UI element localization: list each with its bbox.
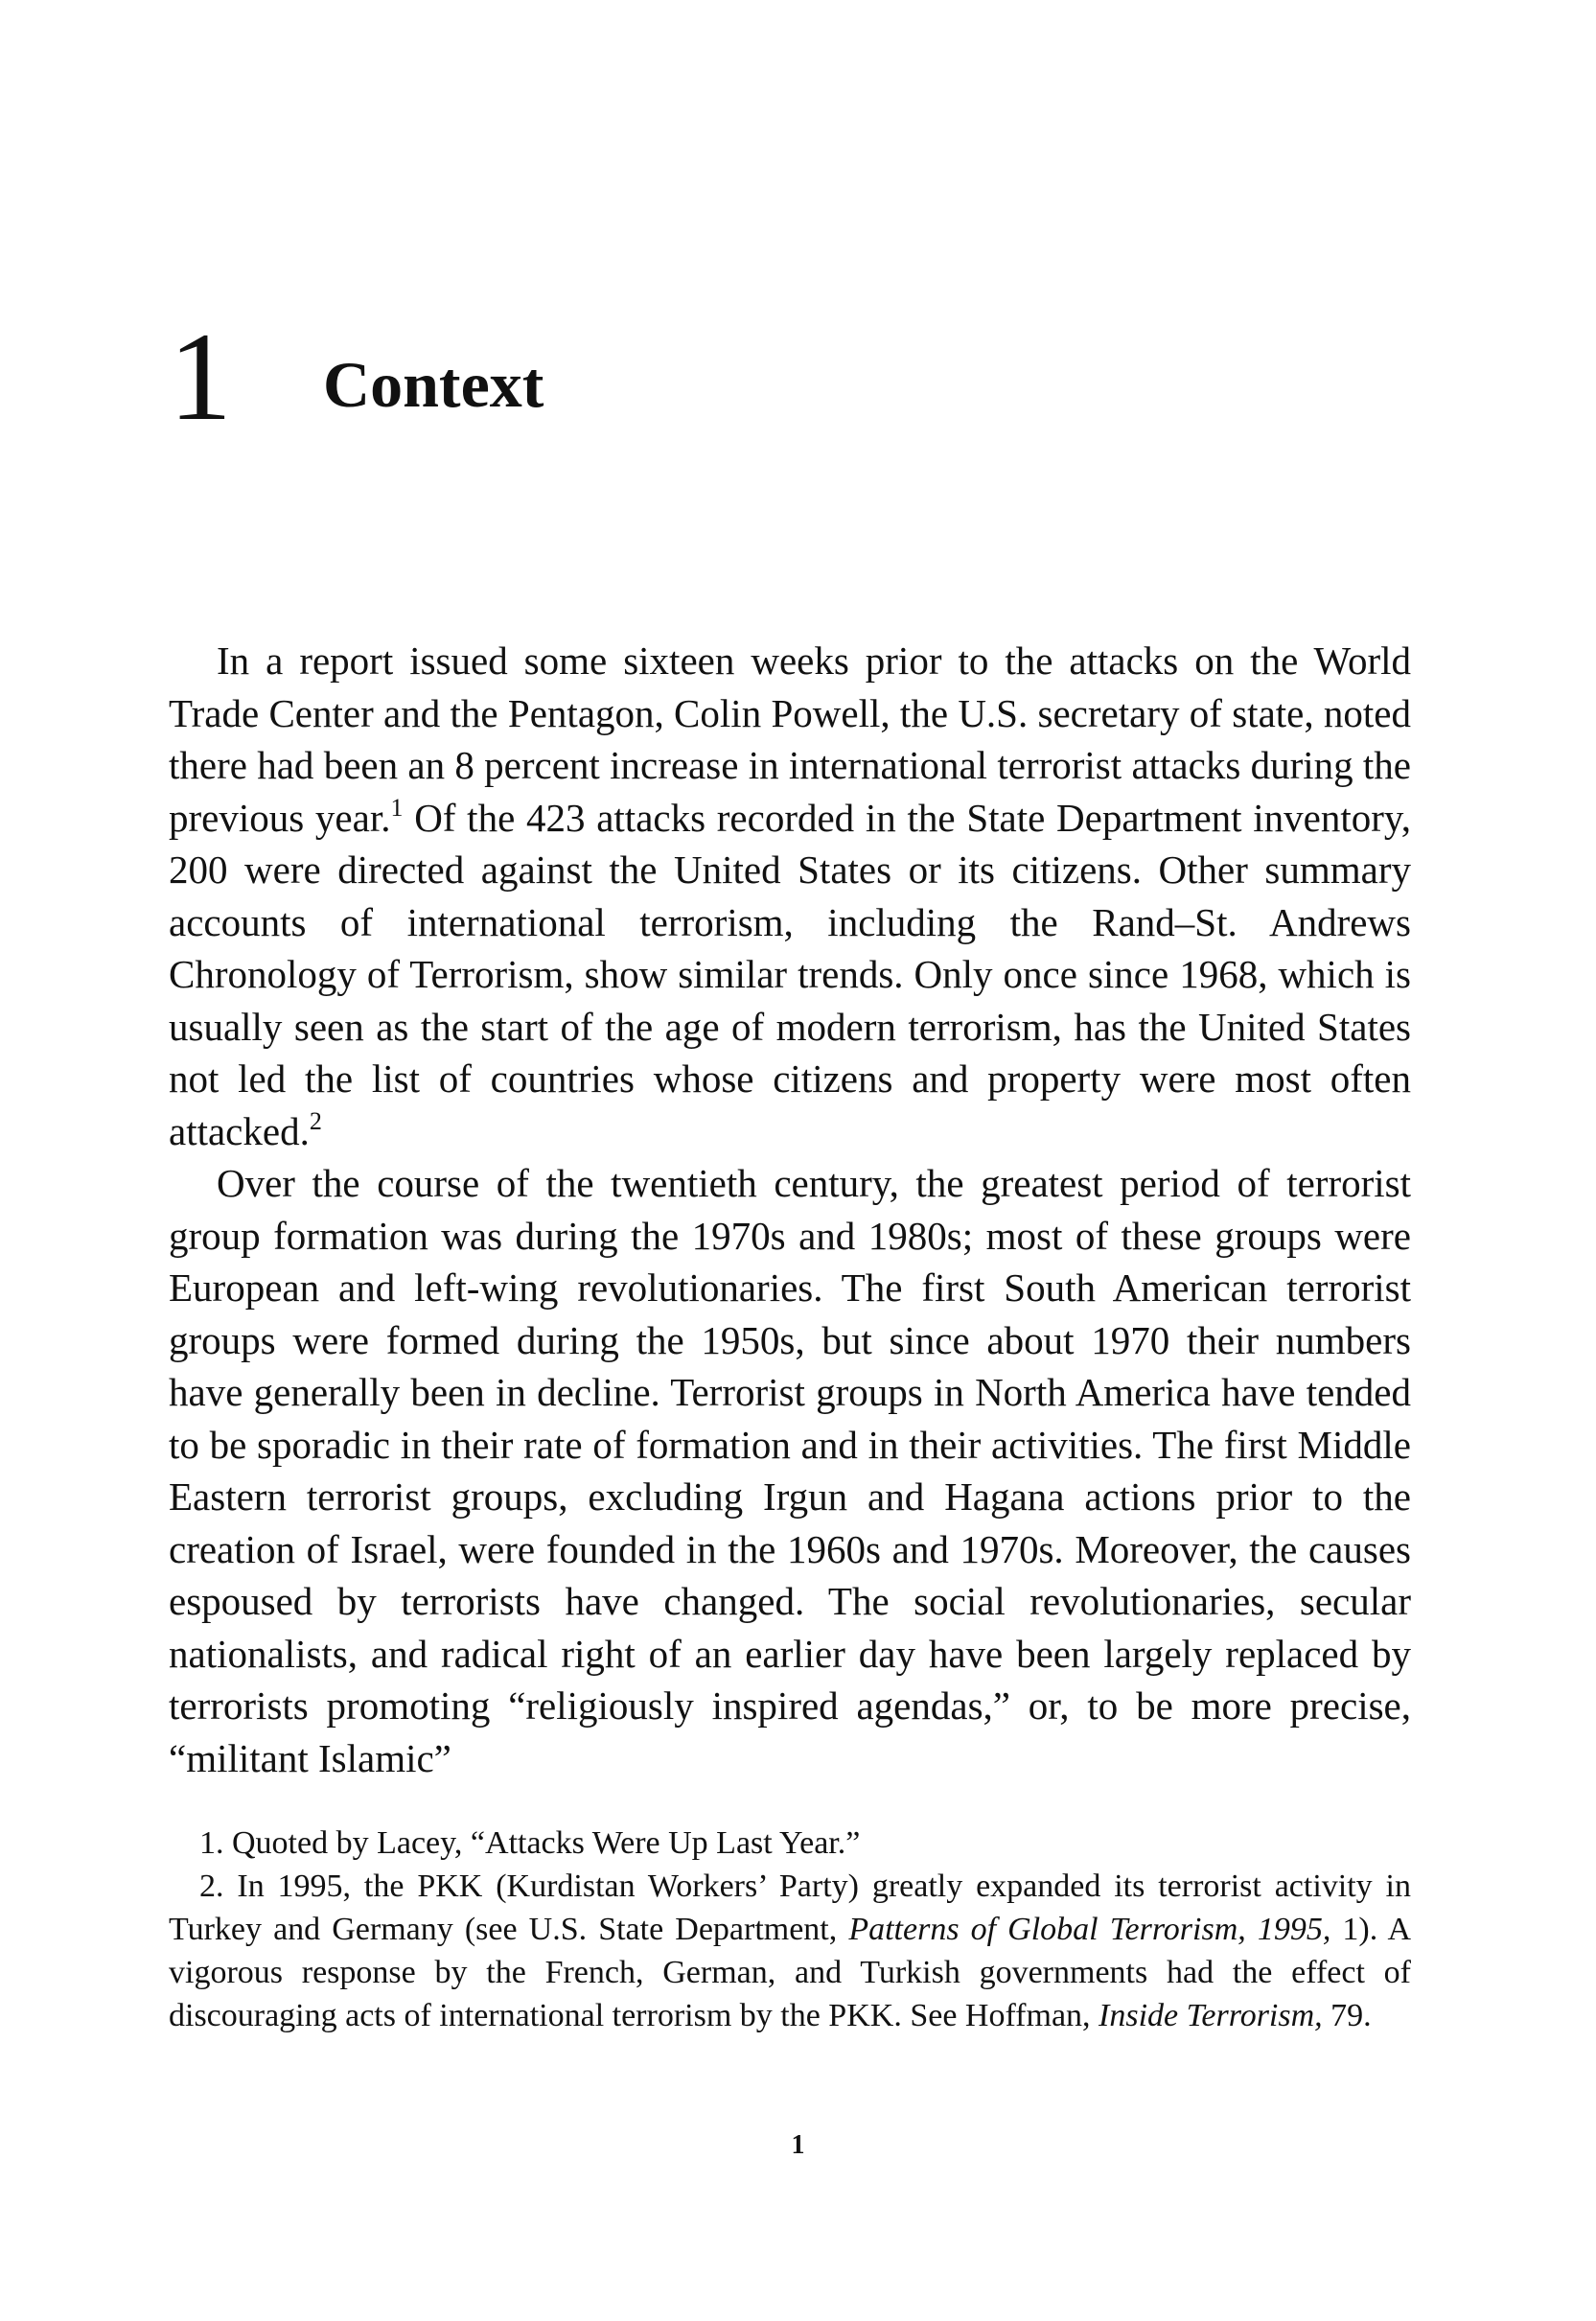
- footnote-2: [169, 1865, 1411, 2037]
- chapter-heading: [169, 305, 1415, 449]
- paragraph-2: Over the course of the twentieth century, the greatest period of terrorist group formation was during the 1970s and 1980s; most of these groups were European and left-wing revolutionaries. The first South American terrorist groups were formed during the 1950s, but since about 1970 their numbers have generally been in decline. Terrorist groups in North America have tended to be sporadic in their rate of formation and in their activities. The first Middle Eastern terrorist groups, excluding Irgun and Hagana actions prior to the creation of Israel, were founded in the 1960s and 1970s. Moreover, the causes espoused by terrorists have changed. The social revolutionaries, secular nationalists, and radical right of an earlier day have been largely replaced by terrorists promoting “religiously inspired agendas,” or, to be more precise, “militant Islamic”: [169, 1161, 1411, 1780]
- paragraph-1-part-a: In a report issued some sixteen weeks prior to the attacks on the World Trade Center and the Pentagon, Colin Powell, the U.S. secretary of state, noted there had been an 8 percent increase in international terrorist attacks during the previous year.: [169, 638, 1411, 840]
- paragraph-1: [169, 635, 1411, 1157]
- footnote-2-part-b: 1). A vigorous response by the French, German, and Turkish governments had the effect of discouraging acts of international terrorism by the PKK. See Hoffman,: [169, 1912, 1412, 2033]
- chapter-number: 1: [169, 306, 232, 447]
- footnote-1: 1. Quoted by Lacey, “Attacks Were Up Last Year.”: [199, 1825, 861, 1861]
- page-number: 1: [791, 2130, 805, 2160]
- footnote-2-citation-title: Patterns of Global Terrorism, 1995,: [848, 1912, 1331, 1947]
- chapter-title: Context: [323, 348, 544, 421]
- footnote-ref-2: 2: [309, 1106, 322, 1135]
- footnotes: [169, 1822, 1411, 2037]
- footnote-2-part-a: 2. In 1995, the PKK (Kurdistan Workers’ Party) greatly expanded its terrorist activity in Turkey and Germany (see U.S. State Department,: [169, 1868, 1411, 1947]
- footnote-ref-1: 1: [390, 793, 404, 822]
- body-text: [169, 635, 1411, 1784]
- footnote-2-book-title: Inside Terrorism,: [1099, 1998, 1323, 2033]
- paragraph-1-part-b: Of the 423 attacks recorded in the State Department inventory, 200 were directed against the United States or its citizens. Other summary accounts of international terrorism, including the Rand–St. Andrews Chronology of Terrorism, show similar trends. Only once since 1968, which is usually seen as the start of the age of modern terrorism, has the United States not led the list of countries whose citizens and property were most often attacked.: [169, 795, 1412, 1153]
- footnote-2-part-c: 79.: [1322, 1998, 1372, 2033]
